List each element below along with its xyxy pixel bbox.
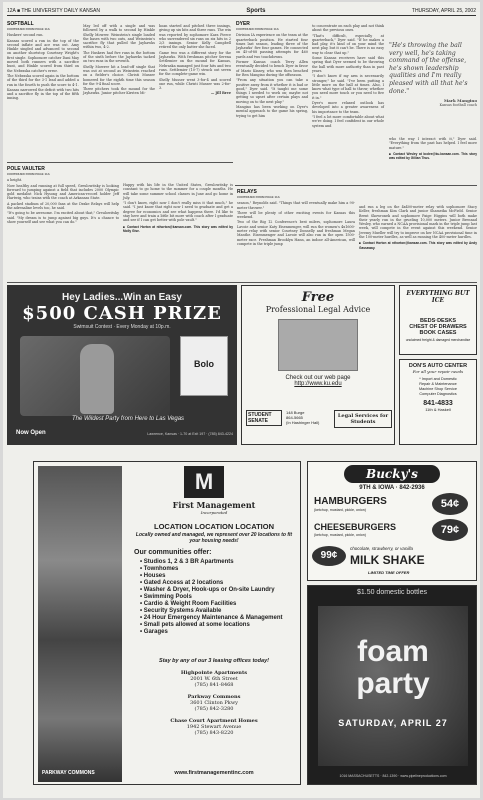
pole-vault-contact: ■ Contact Horton at nthorton@kansan.com. This story was edited by Molly Gise. — [123, 224, 233, 233]
ebi-name: EVERYTHING BUT ICE — [406, 290, 470, 304]
softball-column-3 — [159, 24, 231, 159]
ebi-line-1: BEDS·DESKS — [419, 318, 457, 324]
building-photo — [278, 319, 358, 371]
relays-column-2 — [359, 205, 477, 280]
office-name: Chase Court Apartment Homes — [170, 718, 258, 724]
amenity: • Cardio & Weight Room Facilities — [140, 601, 237, 607]
amenity: • 24 Hour Emergency Maintenance & Management — [140, 615, 283, 621]
hamburger-sub: (ketchup, mustard, pickle, onion) — [314, 508, 366, 512]
apartment-photos — [38, 466, 122, 782]
office-phone: (785) 842-3280 — [194, 706, 234, 712]
person-silhouette — [80, 344, 114, 414]
foam-top: $1.50 domestic bottles — [356, 589, 428, 596]
dyer-contact: ■ Contact Wesley at bcdee@ku.kansan.com. This story was edited by Gillian Thus. — [389, 151, 477, 161]
relays-contact: ■ Contact Horton at nthorton@kansan.com. This story was edited by Andy Gassaway. — [359, 241, 477, 250]
paragraph: "From any situation you can take a positive away from it whether it is bad or good," Dyer said. "It taught me some things I needed to work on; maybe not getting so upset after certain plays and moving on to the next play." — [236, 78, 308, 104]
swimsuit-photo — [20, 336, 170, 416]
milkshake-flavors: chocolate, strawberry, or vanilla — [350, 546, 413, 551]
dons-phone: 841-4833 — [423, 400, 453, 407]
student-senate-logo: STUDENT SENATE — [246, 410, 282, 426]
cheeseburger-sub: (ketchup, mustard, pickle, onion) — [314, 533, 366, 537]
divider — [235, 185, 477, 186]
ebi-sub: unclaimed freight & damaged merchandise — [405, 338, 471, 342]
softball-column-2 — [83, 24, 155, 159]
paragraph: "I don't know, right now I don't really miss it that much," he said. "I just know that right now I need to graduate and get a degree for economics and see what happens there. I'd like to stay here and train a little bit more with coach after I graduate and see if I can get better with pole vault." — [123, 201, 233, 223]
foam-footer: 1016 MASSACHUSETTS · 842-1390 · www.pipelineproductions.com — [339, 774, 447, 778]
pole-vault-continued: CONTINUED FROM PAGE 11A — [7, 172, 50, 176]
office-address: 2001 W. 6th Street — [190, 676, 238, 682]
cash-ad-top: Hey Ladies...Win an Easy — [62, 292, 182, 303]
softball-headline: SOFTBALL — [7, 21, 34, 27]
softball-continued: CONTINUED FROM PAGE 11A — [7, 27, 50, 31]
fm-headline: LOCATION LOCATION LOCATION — [154, 522, 274, 531]
fm-inc: Incorporated — [200, 510, 228, 515]
amenity: • Small pets allowed at some locations — [140, 622, 250, 628]
legal-ad-web-label: Check out our web page — [285, 375, 351, 381]
ad-divider — [7, 282, 477, 283]
buckys-logo: Bucky's — [344, 465, 440, 483]
cash-ad-footer: Lawrence, Kansas · 1-70 at Exit 197 · (785) 843-4224 — [147, 432, 233, 436]
paragraph: May led off with a single and was followed by a walk to second by Hinkle Shelly Mowrer. Weinstein's single loaded the bases with two outs, and Weinstein's sacrifice fly that pulled the Jayhawks within two, 4-2. — [83, 24, 155, 50]
paragraph: Kansas scored a run in the top of the second inflate and ace was out. Amy Hinkle singled and advanced to second on another shortstop Courtney Wright's first single. Sophomore catcher Dani May moved both runners with a sacrifice bunt, and Hinkle scored from third on the Nebraska catcher's error. — [7, 38, 79, 73]
header-date: THURSDAY, APRIL 25, 2002 — [411, 8, 476, 14]
amenity: • Washer & Dryer, Hook-ups or On-site Laundry — [140, 587, 275, 593]
office-name: Parkway Commons — [187, 694, 241, 700]
legal-ad-subtitle: Professional Legal Advice — [265, 305, 371, 314]
dyer-column-2 — [312, 24, 384, 164]
cash-ad-sub: Swimsuit Contest · Every Monday at 10p.m. — [73, 324, 171, 330]
buckys-address: 9TH & IOWA · 842-2936 — [359, 485, 425, 491]
fm-offices — [130, 670, 298, 736]
header-left: 12A ■ THE UNIVERSITY DAILY KANSAN — [7, 8, 100, 14]
paragraph: "I feel a lot more comfortable about what we're doing. I feel confident in our whole system and — [312, 114, 384, 128]
paragraph: Former Kansas coach Terry Allen eventually decided to bench Dyer in favor of Mario Kinsey, who was then benched for Ben Mangino during the offseason. — [236, 60, 308, 77]
softball-column-1 — [7, 19, 79, 159]
amenity: • Garages — [140, 629, 168, 635]
relays-continued: CONTINUED FROM PAGE 11A — [237, 195, 280, 199]
paragraph: The Huskers had five runs in the bottom of the sixth before the Jayhawks tacked on two runs in the seventh. — [83, 50, 155, 64]
cash-ad-prize: $500 CASH PRIZE — [22, 303, 222, 324]
paragraph: Shelly Musser went 3-for-4 and scored one run, while Christi Musser was 2-for-3. — [159, 77, 231, 91]
office-address: 3601 Clinton Pkwy — [190, 700, 238, 706]
relays-column-1 — [237, 187, 355, 277]
dyer-column-3 — [389, 137, 477, 182]
paragraph: to concentrate on each play and not think about the previous ones. — [312, 24, 384, 33]
fm-logo-icon: M — [184, 466, 224, 498]
hamburger-price: 54¢ — [432, 493, 468, 515]
office-phone: (785) 843-8220 — [194, 730, 234, 736]
dyer-column-1 — [236, 19, 308, 164]
ebi-line-2: CHEST OF DRAWERS — [409, 324, 467, 330]
paragraph: season," Reynolds said. "Things that will eventually make him a 90-meter thrower." — [237, 201, 355, 210]
first-management-ad[interactable] — [33, 461, 301, 785]
paragraph: Now healthy and running at full speed, Greulowitsky is looking forward to jumping against a field that includes 2000 Olympic gold medalist Nick Hysong and American-record holder Jeff Hartwig, who trains with the coach at Arkansas State. — [7, 183, 119, 201]
amenity: • Townhomes — [140, 566, 179, 572]
buckys-limit: LIMITED TIME OFFER — [368, 570, 410, 575]
fm-amenity-list — [140, 559, 296, 636]
dyer-continued: CONTINUED FROM PAGE 11A — [236, 27, 279, 31]
paragraph: Three pitchers took the mound for the Jayhawks. Junior pitcher Kirsten Mi- — [83, 87, 155, 96]
hamburger-label: HAMBURGERS — [314, 496, 387, 507]
paragraph: and run a leg on the 4x400-meter relay with sophomore Stacy Keller, freshman Kim Clark and junior Shameika McField. Senior Brent Skowronek and sophomore Paige Higgins will both make their yearly run in the grueling 10,000 meters. Junior Brennad Wesley, who earned a NCAA provisional mark in the triple jump last week, will compete in the event against this weekend. Senior Jeremy Mueller will try to improve on her NCAA provisional time in the 100-meter hurdles, as well as running the 400-meter hurdles. — [359, 205, 477, 240]
legal-ad-address: 148 Burge 864-5665 (In Hashinger Hall) — [286, 410, 320, 425]
paragraph: Dyer's more relaxed outlook has developed into a greater awareness of his importance to the team. — [312, 101, 384, 114]
page-header — [7, 4, 476, 16]
pull-quote-text: "He's throwing the ball very well, he's taking command of the offense, he's shown leadership qualities and I'm really pleased with all that he's done." — [389, 42, 468, 95]
cash-ad-open: Now Open — [16, 430, 46, 436]
pole-vault-headline: POLE VAULTER — [7, 166, 45, 172]
paragraph: a height. — [7, 178, 23, 183]
pull-quote — [389, 42, 477, 108]
paragraph: A packed stadium of 20,000 fans at the Drake Relays will help the adrenaline levels too, he said. — [7, 201, 119, 211]
divider — [7, 162, 233, 163]
paragraph: "It's going to be awesome. I'm excited about that," Greulowitsky said. "My dream is to jump against big guys. It's a chance to show yourself and see what you can do." — [7, 211, 119, 224]
ebi-line-3: BOOK CASES — [419, 330, 457, 336]
fm-subheadline: Locally owned and managed, we represent over 20 locations to fit your housing needs! — [135, 532, 293, 544]
office-phone: (785) 841-8468 — [194, 682, 234, 688]
paragraph: "I don't know if my arm is necessarily stronger," he said. "I've been putting a little more on the ball at times. Also, I know what type of ball to throw; whether you need more touch or you need to fire it in." — [312, 74, 384, 100]
softball-byline: — Jill Bree — [210, 91, 231, 96]
dons-services: * Import and Domestic Repair & Maintenance Machine Shop Service Computer Diagnostics — [419, 377, 457, 396]
legal-services-logo: Legal Services for Students — [334, 410, 392, 428]
foam-title: foam party — [356, 635, 430, 700]
milkshake-price: 99¢ — [312, 546, 346, 566]
paragraph: Some Kansas receivers have said this spring that Dyer seemed to be throwing the ball with more authority than in past years. — [312, 56, 384, 73]
fm-url[interactable]: www.firstmanagementinc.com — [174, 770, 254, 776]
legal-ad-url[interactable]: http://www.ku.edu — [294, 381, 342, 387]
dons-name: DON'S AUTO CENTER — [408, 363, 468, 369]
buckys-ad[interactable] — [307, 461, 477, 581]
paragraph: Shelly Mowrer hit a lead-off single that was out at second as Weinstein reached on a fielder's choice. Christi Musser homered for the eighth time this season for the 9-4 final score. — [83, 64, 155, 86]
newspaper-page — [3, 2, 480, 798]
paragraph: Happy with his life in the United States, Greulowitsky is constant to go home to the summer for a couple months. He will take some summer school classes in June and go home in July. — [123, 183, 233, 200]
paragraph: The Nebraska scored again in the bottom of the third for the 3-1 lead and added a run in the fourth to push the score to 4-1. — [7, 73, 79, 87]
paragraph: who the way I interact with it," Dyer said. "Everything from the past has helped. I feel more mature." — [389, 137, 477, 150]
dons-address: 11th & Haskell — [425, 407, 451, 412]
amenity: • Security Systems Available — [140, 608, 222, 614]
foam-date: SATURDAY, APRIL 27 — [338, 718, 448, 728]
paragraph: Division IA experience on the team at the quarterback position. He started four times last season, leading three of the Jayhawks' five four games. He connected on 45-of-88 passing attempts for 460 yards and two touchdowns. — [236, 33, 308, 59]
fm-brand: First Management — [172, 500, 256, 510]
legal-advice-ad[interactable] — [241, 285, 395, 445]
bolo-logo: Bolo — [180, 336, 228, 396]
cash-prize-ad[interactable] — [7, 285, 237, 445]
pull-quote-role: Kansas football coach — [439, 103, 477, 108]
fm-stop-by: Stay by any of our 3 leasing offices today! — [159, 658, 269, 664]
section-name: Sports — [246, 8, 266, 14]
amenity: • Houses — [140, 573, 166, 579]
paragraph: Two of the Big 12 Conference's best milers, sophomore Laura Lavoie and senior Katy Eisenmenger, will run the women's 4x1600-meter relay with senior Courtney Donnelly and freshman Megan Manthe. Eisenmenger and Lavoie will also run in the open 1500-meter race. Freshman Brooklyn Hann, an indoor all-American, will compete in the triple jump — [237, 220, 355, 246]
dons-tag: For all your repair needs — [412, 369, 464, 374]
pole-vault-column-2 — [123, 183, 233, 278]
paragraph: hoan started and pitched three innings, giving up six hits and three runs. The win was reported by sophomore Kara Pierce who surrendered six runs on six hits in 2 2/3 innings. Senior Kelly Campbell retired the only batter she faced. — [159, 24, 231, 50]
paragraph: "That's difficult, especially at quarterback," Dyer said. "If he makes a bad play, it's kind of on your mind the next play, but it can't be. There is no easy way to clear that up." — [312, 33, 384, 55]
milkshake-label: MILK SHAKE — [350, 553, 425, 567]
paragraph: Mangino has been working on Dyer's mental approach to the game his spring, trying to get him — [236, 105, 308, 118]
office-address: 1942 Stewart Avenue — [186, 724, 242, 730]
cheeseburger-label: CHEESEBURGERS — [314, 522, 397, 532]
cheeseburger-price: 79¢ — [432, 519, 468, 541]
paragraph: Game two was a different story for the Jayhawks. With freshman pitcher Serena Settlemier on the mound for Kansas, Nebraska managed just four hits and two runs. Settlemier (10-7) struck out seven for the complete-game win. — [159, 50, 231, 77]
dyer-headline: DYER — [236, 21, 250, 27]
paragraph: Kansas narrowed the deficit with two hits and a sacrifice fly in the top of the fifth inning. — [7, 87, 79, 101]
paragraph: There will be plenty of other exciting events for Kansas this weekend. — [237, 210, 355, 220]
relays-headline: RELAYS — [237, 189, 257, 195]
pull-quote-author: Mark Mangino — [443, 98, 477, 104]
legal-ad-title: Free — [301, 290, 335, 305]
office-name: Highpointe Apartments — [180, 670, 248, 676]
amenity: • Gated Access at 2 locations — [140, 580, 224, 586]
paragraph: Huskers' second run. — [7, 33, 44, 38]
fm-offer: Our communities offer: — [134, 549, 212, 556]
pole-vault-column-1 — [7, 164, 119, 274]
foam-party-ad[interactable] — [307, 585, 477, 785]
photo-caption: PARKWAY COMMONS — [42, 770, 95, 776]
everything-but-ice-ad[interactable] — [399, 285, 477, 355]
cash-ad-tagline: The Wildest Party from Here to Las Vegas — [71, 416, 185, 422]
amenity: • Swimming Pools — [140, 594, 192, 600]
amenity: • Studios 1, 2 & 3 BR Apartments — [140, 559, 234, 565]
dons-auto-ad[interactable] — [399, 359, 477, 445]
